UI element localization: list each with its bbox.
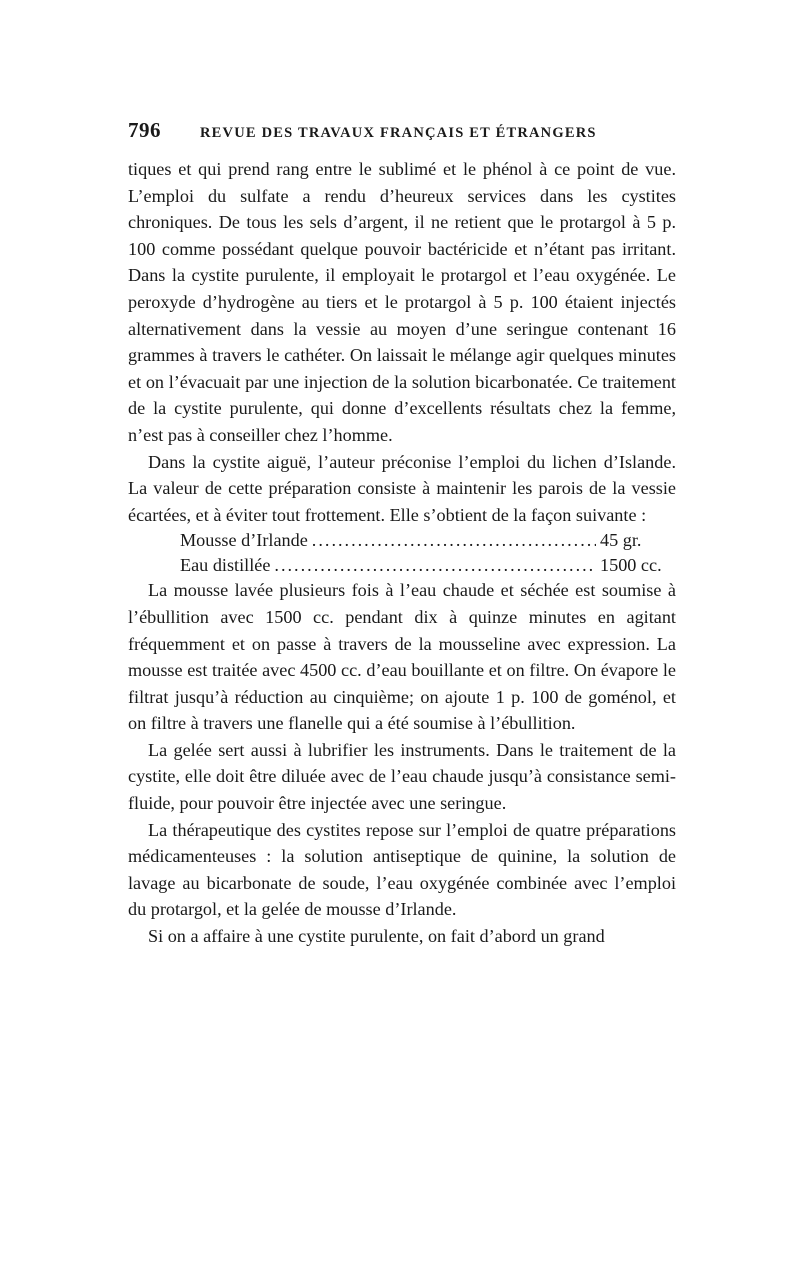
dot-leader [312, 528, 596, 553]
recipe-row-mousse [128, 528, 676, 553]
dot-leader [274, 553, 596, 578]
recipe-ingredient: Eau distillée [180, 554, 271, 575]
recipe-list [128, 528, 676, 577]
recipe-row-eau [128, 553, 676, 578]
page-header [128, 118, 676, 148]
recipe-quantity: 45 gr. [600, 530, 642, 551]
recipe-quantity: 1500 cc. [600, 554, 662, 575]
paragraph-6: Si on a affaire à une cystite purulente, on fait d’abord un grand [148, 926, 605, 947]
recipe-ingredient: Mousse d’Irlande [180, 530, 308, 551]
paragraph-2: Dans la cystite aiguë, l’auteur préconise l’emploi du lichen d’Islande. La valeur de cette préparation consiste à maintenir les parois de la vessie écartées, et à éviter tout frottement. Elle s’obtient de la façon suivante : [128, 451, 676, 525]
paragraph-4: La gelée sert aussi à lubrifier les instruments. Dans le traitement de la cystite, elle doit être diluée avec de l’eau chaude jusqu’à consistance semi-fluide, pour pouvoir être injectée avec une seringue. [128, 739, 676, 814]
paragraph-1: tiques et qui prend rang entre le sublimé et le phénol à ce point de vue. L’emploi du sulfate a rendu d’heureux services dans les cystites chroniques. De tous les sels d’argent, il ne retient que le protargol à 5 p. 100 comme possédant quelque pouvoir bactéricide et n’étant pas irritant. Dans la cystite purulente, il employait le protargol et l’eau oxygénée. Le peroxyde d’hydrogène au tiers et le protargol à 5 p. 100 étaient injectés alternativement dans la vessie au moyen d’une seringue contenant 16 grammes à travers le cathéter. On laissait le mélange agir quelques minutes et on l’évacuait par une injection de la solution bicarbonatée. Ce traitement de la cystite purulente, qui donne d’excellents résultats chez la femme, n’est pas à conseiller chez l’homme. [128, 159, 676, 445]
paragraph-3: La mousse lavée plusieurs fois à l’eau chaude et séchée est soumise à l’ébullition avec 1500 cc. pendant dix à quinze minutes en agitant fréquemment et on passe à travers de la mousseline avec expression. La mousse est traitée avec 4500 cc. d’eau bouillante et on filtre. On évapore le filtrat jusqu’à réduction au cinquième; on ajoute 1 p. 100 de goménol, et on filtre à travers une flanelle qui a été soumise à l’ébullition. [128, 580, 676, 734]
document-page [128, 118, 676, 950]
paragraph-5: La thérapeutique des cystites repose sur l’emploi de quatre préparations médicamenteuses : la solution antiseptique de quinine, la solution de lavage au bicarbonate de soude, l’eau oxygénée combinée avec l’emploi du protargol, et la gelée de mousse d’Irlande. [128, 819, 676, 920]
running-head: REVUE DES TRAVAUX FRANÇAIS ET ÉTRANGERS [200, 125, 597, 141]
page-number: 796 [128, 118, 161, 142]
